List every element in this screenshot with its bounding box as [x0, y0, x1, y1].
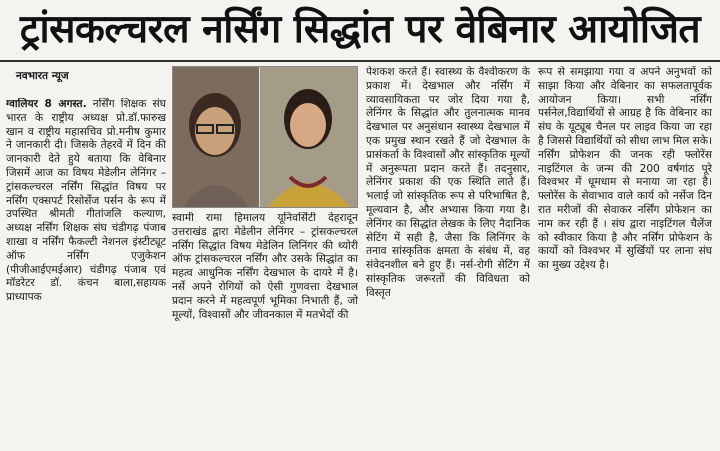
byline: नवभारत न्यूज: [16, 70, 69, 82]
speaker-photo-right: [260, 67, 357, 207]
photo-panel: [172, 66, 358, 208]
speaker-photo-left: [173, 67, 259, 207]
column-3-text: पेशकश करते हैं। स्वास्थ्य के वैश्वीकरण के प्रकाश में। देखभाल और नर्सिंग में व्यावसायिकता पर जोर दिया गया है, लेनिंगर के सिद्धांत और तुलनात्मक मानव देखभाल पर अनुसंधान स्वास्थ्य देखभाल में एक प्रमुख स्थान रखते हैं जो देखभाल के प्रासंकर्ता के विश्वासों और सांस्कृतिक मूल्यों में अनुरूपता प्रदान करते हैं। तदनुसार, लेनिंगर प्रकाश की एक स्थिति लाते हैं। भलाई जो सांस्कृतिक रूप से परिभाषित है, मूल्यवान है, और अभ्यास किया गया है। लेनिंगर का सिद्धांत लेखक के लिए नैदानिक सेटिंग में सही है, जैसा कि लिनिंगर के तनाव सांस्कृतिक क्षमता के संबंध में, वह संवेदनशील बने हुए हैं। नर्स-रोगी सेटिंग में सांस्कृतिक जरूरतों की विविधता को विस्तृत: [366, 66, 530, 299]
column-4: [538, 66, 712, 444]
column-4-text: रूप से समझाया गया व अपने अनुभवों को साझा किया और वेबिनार का सफलतापूर्वक आयोजन किया। सभी नर्सिंग पर्सनेल,विद्यार्थियों से आग्रह है कि वेबिनार का संघ के यूट्यूब चैनल पर लाइव किया जा रहा है जिससे विद्यार्थियों को सीधा लाभ मिल सके। नर्सिंग प्रोफेशन की जनक रही फ्लोरेंस नाइटिंगल के जन्म की 200 वर्षगांठ पूरे विश्वभर में धूमधाम से मनाया जा रहा है। फ्लोरेंस के सेवाभाव वाले कार्य को नर्सेज दिन रात मरीजों की सेवाकर नर्सिंग प्रोफेशन का नाम कर रही हैं । संघ द्वारा नाइटिंगल चैलेंज को स्वीकार किया है और नर्सिंग प्रोफेशन के कार्यो को विश्वभर में सुर्खियों पर लाना संघ का मुख्य उद्देश्य है।: [538, 66, 712, 272]
column-2: [172, 212, 358, 444]
column-1: [6, 98, 166, 444]
column-2-text: स्वामी रामा हिमालय यूनिवर्सिटी देहरादून उत्तराखंड द्वारा मेडेलीन लेनिंगर – ट्रांसकल्चरल नर्सिंग सिद्धांत विषय मेडेलिन लिनिंगर की थ्योरी ऑफ ट्रांसकल्चरल नर्सिंग और उसके सिद्धांत का महत्व आधुनिक नर्सिंग देखभाल के दायरे में है। नर्से अपने रोगियों को ऐसी गुणवत्ता देखभाल प्रदान करने में महत्वपूर्ण भूमिका निभाती हैं, जो मूल्यों, विश्वासों और जीवनकाल में मतभेदों की: [172, 212, 358, 321]
column-3: [366, 66, 530, 444]
column-1-text: नर्सिंग शिक्षक संघ भारत के राष्ट्रीय अध्यक्ष प्रो.डॉ.फारुख खान व राष्ट्रीय महासचिव प्रो.मनीष कुमार ने जानकारी दी। जिसके तेहरवें में दिन की जानकारी देते हुये बताया कि वेबिनार जिसमें आज का विषय मेडेलीन लेनिंगर –ट्रांसकल्चरल नर्सिंग सिद्धांत विषय पर नर्सिंग एक्सपर्ट रिसोर्सेज पर्सन के रूप में उपस्थित श्रीमती गीतांजलि कल्याण, अध्यक्ष नर्सिंग शिक्षक संघ चंडीगढ़ पंजाब शाखा व नर्सिंग फैकल्टी नेशनल इंस्टीट्यूट ऑफ नर्सिंग एजुकेशन (पीजीआईएमईआर) चंडीगढ़ पंजाब एवं मॉडरेटर डॉ. कंचन बाला,सहायक प्राध्यापक: [6, 98, 166, 304]
dateline: ग्वालियर 8 अगस्त.: [6, 98, 87, 110]
headline-rule: [0, 60, 720, 62]
headline: ट्रांसकल्चरल नर्सिंग सिद्धांत पर वेबिनार आयोजित: [19, 7, 701, 52]
